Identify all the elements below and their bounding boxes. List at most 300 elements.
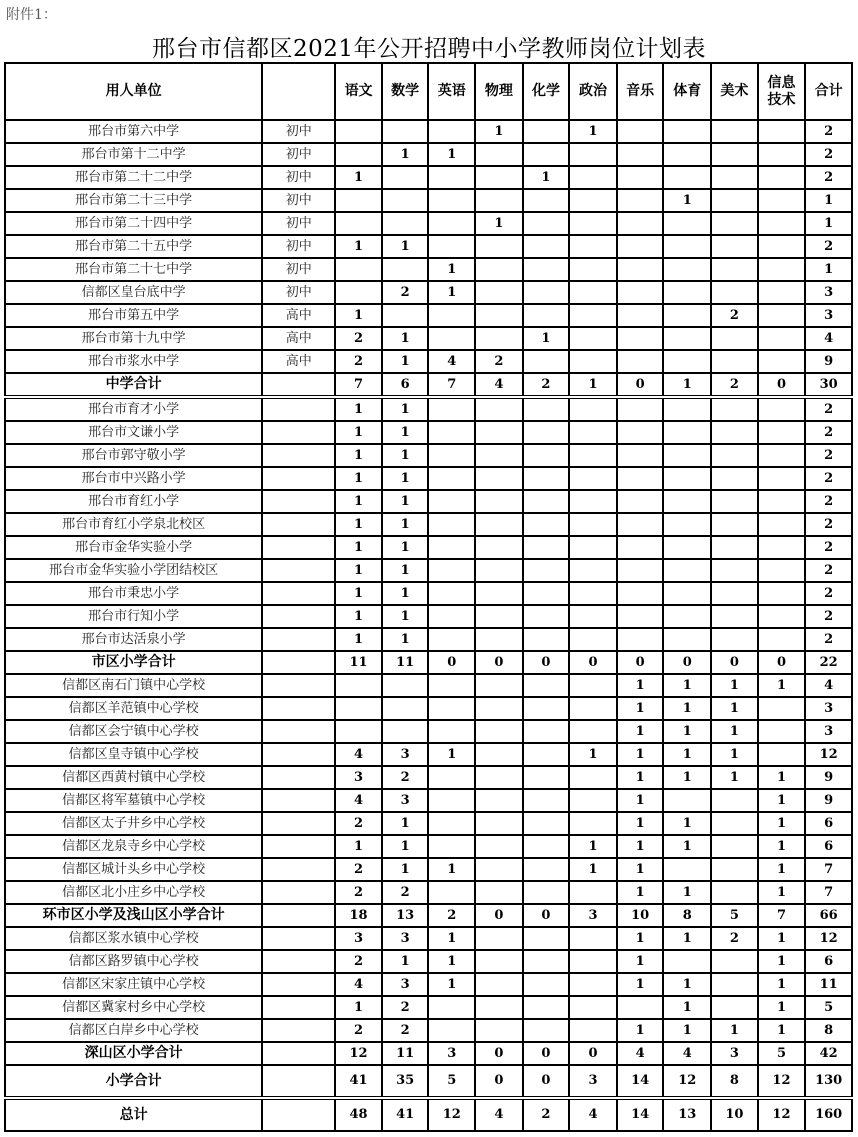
table-row [5, 513, 852, 536]
row-total-cell: 4 [805, 327, 852, 350]
table-row [5, 536, 852, 559]
count-cell [758, 513, 806, 536]
school-level: 高中 [262, 327, 335, 350]
count-cell [711, 582, 758, 605]
count-cell: 2 [475, 350, 523, 373]
count-cell: 1 [663, 373, 711, 397]
count-cell: 1 [335, 304, 382, 327]
count-cell: 1 [569, 743, 617, 766]
unit-name: 邢台市育才小学 [5, 397, 262, 421]
count-cell [569, 559, 617, 582]
count-cell [428, 212, 475, 235]
unit-name: 邢台市金华实验小学 [5, 536, 262, 559]
count-cell: 0 [475, 904, 523, 927]
count-cell [617, 120, 664, 143]
unit-name: 信都区城计头乡中心学校 [5, 858, 262, 881]
count-cell: 1 [475, 212, 523, 235]
subtotal-row [5, 373, 852, 397]
count-cell [475, 835, 523, 858]
count-cell: 1 [335, 559, 382, 582]
count-cell: 2 [335, 881, 382, 904]
count-cell: 0 [617, 651, 664, 674]
row-total-cell: 2 [805, 166, 852, 189]
count-cell [475, 1019, 523, 1042]
count-cell [569, 421, 617, 444]
unit-name: 小学合计 [5, 1065, 262, 1098]
row-total-cell: 2 [805, 143, 852, 166]
count-cell [663, 490, 711, 513]
count-cell [569, 1019, 617, 1042]
count-cell [475, 789, 523, 812]
row-total-cell: 160 [805, 1098, 852, 1131]
row-total-cell: 11 [805, 973, 852, 996]
count-cell [711, 397, 758, 421]
count-cell: 1 [382, 605, 429, 628]
school-level: 初中 [262, 143, 335, 166]
count-cell: 2 [335, 950, 382, 973]
unit-name: 邢台市文谦小学 [5, 421, 262, 444]
school-level [262, 1042, 335, 1065]
count-cell: 1 [335, 444, 382, 467]
count-cell [475, 490, 523, 513]
count-cell [428, 835, 475, 858]
count-cell [335, 189, 382, 212]
count-cell [475, 582, 523, 605]
count-cell: 1 [617, 950, 664, 973]
row-total-cell: 2 [805, 605, 852, 628]
count-cell [569, 536, 617, 559]
count-cell [475, 766, 523, 789]
count-cell: 1 [382, 467, 429, 490]
header-physics: 物理 [475, 63, 523, 120]
count-cell [663, 950, 711, 973]
school-level [262, 674, 335, 697]
table-row [5, 1019, 852, 1042]
count-cell [617, 605, 664, 628]
count-cell: 12 [758, 1098, 806, 1131]
count-cell [663, 582, 711, 605]
table-row [5, 559, 852, 582]
count-cell: 1 [663, 881, 711, 904]
table-row [5, 143, 852, 166]
count-cell: 1 [382, 812, 429, 835]
unit-name: 邢台市秉忠小学 [5, 582, 262, 605]
count-cell [663, 281, 711, 304]
count-cell: 0 [758, 651, 806, 674]
count-cell: 1 [335, 536, 382, 559]
count-cell: 1 [428, 950, 475, 973]
header-level [262, 63, 335, 120]
count-cell [475, 697, 523, 720]
count-cell [711, 996, 758, 1019]
subtotal-row [5, 1065, 852, 1098]
count-cell: 1 [617, 720, 664, 743]
count-cell: 0 [617, 373, 664, 397]
count-cell [758, 258, 806, 281]
school-level [262, 812, 335, 835]
school-level [262, 628, 335, 651]
count-cell: 1 [758, 996, 806, 1019]
unit-name: 信都区冀家村乡中心学校 [5, 996, 262, 1019]
school-level [262, 421, 335, 444]
school-level: 初中 [262, 258, 335, 281]
count-cell [758, 304, 806, 327]
row-total-cell: 8 [805, 1019, 852, 1042]
unit-name: 邢台市第二十四中学 [5, 212, 262, 235]
count-cell: 4 [335, 789, 382, 812]
count-cell [617, 350, 664, 373]
count-cell: 2 [335, 1019, 382, 1042]
count-cell [569, 720, 617, 743]
school-level [262, 904, 335, 927]
count-cell [428, 674, 475, 697]
school-level [262, 950, 335, 973]
count-cell [617, 327, 664, 350]
count-cell [711, 490, 758, 513]
count-cell: 2 [382, 766, 429, 789]
table-row [5, 304, 852, 327]
count-cell [617, 559, 664, 582]
count-cell: 1 [711, 674, 758, 697]
count-cell: 1 [663, 766, 711, 789]
row-total-cell: 2 [805, 235, 852, 258]
count-cell [475, 812, 523, 835]
count-cell [617, 304, 664, 327]
count-cell [711, 421, 758, 444]
unit-name: 邢台市育红小学泉北校区 [5, 513, 262, 536]
header-politics: 政治 [569, 63, 617, 120]
count-cell: 1 [758, 881, 806, 904]
row-total-cell: 12 [805, 927, 852, 950]
count-cell: 2 [382, 281, 429, 304]
count-cell: 0 [428, 651, 475, 674]
count-cell [569, 258, 617, 281]
count-cell [382, 674, 429, 697]
count-cell [617, 536, 664, 559]
count-cell [758, 212, 806, 235]
count-cell: 1 [569, 120, 617, 143]
count-cell [711, 513, 758, 536]
count-cell [711, 143, 758, 166]
table-row [5, 327, 852, 350]
count-cell [428, 789, 475, 812]
row-total-cell: 22 [805, 651, 852, 674]
count-cell: 1 [428, 858, 475, 881]
count-cell: 1 [335, 235, 382, 258]
count-cell [663, 513, 711, 536]
count-cell: 1 [663, 743, 711, 766]
school-level: 初中 [262, 212, 335, 235]
count-cell [523, 858, 570, 881]
table-row [5, 582, 852, 605]
count-cell [569, 812, 617, 835]
count-cell: 1 [382, 143, 429, 166]
count-cell [663, 444, 711, 467]
count-cell: 4 [475, 373, 523, 397]
count-cell: 1 [335, 397, 382, 421]
count-cell: 1 [335, 628, 382, 651]
row-total-cell: 7 [805, 858, 852, 881]
header-unit: 用人单位 [5, 63, 262, 120]
count-cell [475, 605, 523, 628]
row-total-cell: 9 [805, 350, 852, 373]
count-cell [711, 973, 758, 996]
row-total-cell: 5 [805, 996, 852, 1019]
count-cell: 1 [663, 835, 711, 858]
unit-name: 深山区小学合计 [5, 1042, 262, 1065]
school-level [262, 1065, 335, 1098]
count-cell [475, 559, 523, 582]
count-cell [335, 120, 382, 143]
count-cell [569, 513, 617, 536]
count-cell: 3 [711, 1042, 758, 1065]
school-level [262, 1019, 335, 1042]
count-cell [758, 189, 806, 212]
count-cell: 1 [617, 858, 664, 881]
count-cell [523, 674, 570, 697]
unit-name: 邢台市达活泉小学 [5, 628, 262, 651]
count-cell: 1 [663, 189, 711, 212]
count-cell [335, 281, 382, 304]
count-cell: 1 [617, 1019, 664, 1042]
count-cell [523, 789, 570, 812]
unit-name: 信都区西黄村镇中心学校 [5, 766, 262, 789]
count-cell [617, 582, 664, 605]
table-row [5, 720, 852, 743]
count-cell: 5 [758, 1042, 806, 1065]
unit-name: 信都区宋家庄镇中心学校 [5, 973, 262, 996]
table-body [5, 120, 852, 1131]
count-cell: 2 [711, 373, 758, 397]
school-level [262, 582, 335, 605]
count-cell [663, 304, 711, 327]
count-cell: 1 [569, 373, 617, 397]
count-cell [617, 235, 664, 258]
count-cell: 1 [475, 120, 523, 143]
count-cell [428, 235, 475, 258]
count-cell [758, 720, 806, 743]
school-level: 初中 [262, 189, 335, 212]
count-cell [475, 927, 523, 950]
count-cell [569, 881, 617, 904]
count-cell [523, 235, 570, 258]
count-cell: 3 [382, 789, 429, 812]
count-cell: 7 [758, 904, 806, 927]
school-level [262, 973, 335, 996]
count-cell [475, 143, 523, 166]
count-cell: 2 [523, 373, 570, 397]
count-cell [569, 766, 617, 789]
count-cell: 1 [617, 927, 664, 950]
count-cell [523, 350, 570, 373]
row-total-cell: 2 [805, 559, 852, 582]
school-level [262, 743, 335, 766]
school-level [262, 927, 335, 950]
count-cell: 1 [663, 973, 711, 996]
count-cell [428, 605, 475, 628]
count-cell [758, 697, 806, 720]
count-cell: 1 [382, 835, 429, 858]
count-cell: 0 [523, 1065, 570, 1098]
count-cell: 12 [428, 1098, 475, 1131]
count-cell: 1 [663, 697, 711, 720]
count-cell [428, 397, 475, 421]
count-cell [428, 120, 475, 143]
count-cell: 1 [617, 674, 664, 697]
count-cell [428, 582, 475, 605]
count-cell: 14 [617, 1065, 664, 1098]
count-cell: 2 [523, 1098, 570, 1131]
count-cell: 1 [335, 421, 382, 444]
count-cell: 0 [475, 1065, 523, 1098]
unit-name: 信都区浆水镇中心学校 [5, 927, 262, 950]
header-pe: 体育 [663, 63, 711, 120]
count-cell [569, 697, 617, 720]
count-cell [569, 927, 617, 950]
count-cell: 1 [758, 927, 806, 950]
count-cell: 0 [569, 1042, 617, 1065]
count-cell [569, 189, 617, 212]
count-cell [382, 120, 429, 143]
count-cell [711, 467, 758, 490]
unit-name: 信都区皇台底中学 [5, 281, 262, 304]
count-cell [617, 444, 664, 467]
table-row [5, 281, 852, 304]
count-cell [475, 421, 523, 444]
count-cell: 2 [711, 927, 758, 950]
count-cell: 1 [617, 835, 664, 858]
school-level: 高中 [262, 304, 335, 327]
count-cell: 13 [382, 904, 429, 927]
school-level [262, 444, 335, 467]
row-total-cell: 6 [805, 812, 852, 835]
count-cell [711, 536, 758, 559]
count-cell: 18 [335, 904, 382, 927]
count-cell [711, 212, 758, 235]
count-cell: 3 [335, 927, 382, 950]
count-cell: 1 [758, 674, 806, 697]
count-cell [569, 281, 617, 304]
count-cell [711, 444, 758, 467]
count-cell [475, 996, 523, 1019]
count-cell: 2 [382, 881, 429, 904]
unit-name: 邢台市第十九中学 [5, 327, 262, 350]
table-row [5, 950, 852, 973]
count-cell [475, 858, 523, 881]
count-cell [335, 697, 382, 720]
count-cell [569, 235, 617, 258]
unit-name: 信都区会宁镇中心学校 [5, 720, 262, 743]
school-level [262, 513, 335, 536]
unit-name: 邢台市第二十五中学 [5, 235, 262, 258]
count-cell [569, 467, 617, 490]
count-cell: 1 [711, 720, 758, 743]
count-cell: 2 [711, 304, 758, 327]
count-cell [569, 973, 617, 996]
count-cell [428, 536, 475, 559]
unit-name: 中学合计 [5, 373, 262, 397]
count-cell: 3 [428, 1042, 475, 1065]
table-row [5, 120, 852, 143]
school-level [262, 835, 335, 858]
count-cell [382, 189, 429, 212]
header-english: 英语 [428, 63, 475, 120]
school-level [262, 373, 335, 397]
header-row [5, 63, 852, 120]
count-cell: 1 [382, 628, 429, 651]
count-cell [569, 628, 617, 651]
row-total-cell: 4 [805, 674, 852, 697]
count-cell: 12 [758, 1065, 806, 1098]
school-level [262, 697, 335, 720]
count-cell [523, 467, 570, 490]
school-level [262, 536, 335, 559]
unit-name: 信都区路罗镇中心学校 [5, 950, 262, 973]
count-cell [475, 467, 523, 490]
row-total-cell: 66 [805, 904, 852, 927]
count-cell: 41 [382, 1098, 429, 1131]
count-cell [428, 720, 475, 743]
count-cell [335, 258, 382, 281]
school-level [262, 789, 335, 812]
count-cell: 0 [711, 651, 758, 674]
count-cell [663, 858, 711, 881]
count-cell [569, 212, 617, 235]
count-cell: 1 [523, 166, 570, 189]
count-cell: 1 [663, 927, 711, 950]
count-cell [711, 835, 758, 858]
count-cell [475, 720, 523, 743]
count-cell [382, 697, 429, 720]
count-cell [475, 513, 523, 536]
count-cell [711, 166, 758, 189]
table-row [5, 350, 852, 373]
count-cell [617, 166, 664, 189]
count-cell: 0 [523, 1042, 570, 1065]
count-cell [523, 720, 570, 743]
count-cell: 1 [758, 766, 806, 789]
count-cell [569, 444, 617, 467]
header-music: 音乐 [617, 63, 664, 120]
count-cell [523, 397, 570, 421]
count-cell [711, 950, 758, 973]
count-cell [523, 281, 570, 304]
count-cell [475, 189, 523, 212]
count-cell [475, 281, 523, 304]
count-cell: 1 [523, 327, 570, 350]
count-cell: 2 [335, 350, 382, 373]
school-level: 初中 [262, 120, 335, 143]
count-cell [382, 720, 429, 743]
count-cell: 1 [711, 766, 758, 789]
table-row [5, 189, 852, 212]
count-cell: 0 [523, 904, 570, 927]
count-cell: 1 [382, 327, 429, 350]
count-cell [617, 258, 664, 281]
count-cell [617, 143, 664, 166]
count-cell [523, 605, 570, 628]
count-cell [663, 212, 711, 235]
row-total-cell: 2 [805, 513, 852, 536]
unit-name: 信都区南石门镇中心学校 [5, 674, 262, 697]
count-cell: 10 [617, 904, 664, 927]
count-cell [475, 881, 523, 904]
count-cell [428, 304, 475, 327]
unit-name: 邢台市郭守敬小学 [5, 444, 262, 467]
count-cell [663, 467, 711, 490]
unit-name: 邢台市第二十三中学 [5, 189, 262, 212]
count-cell [475, 444, 523, 467]
